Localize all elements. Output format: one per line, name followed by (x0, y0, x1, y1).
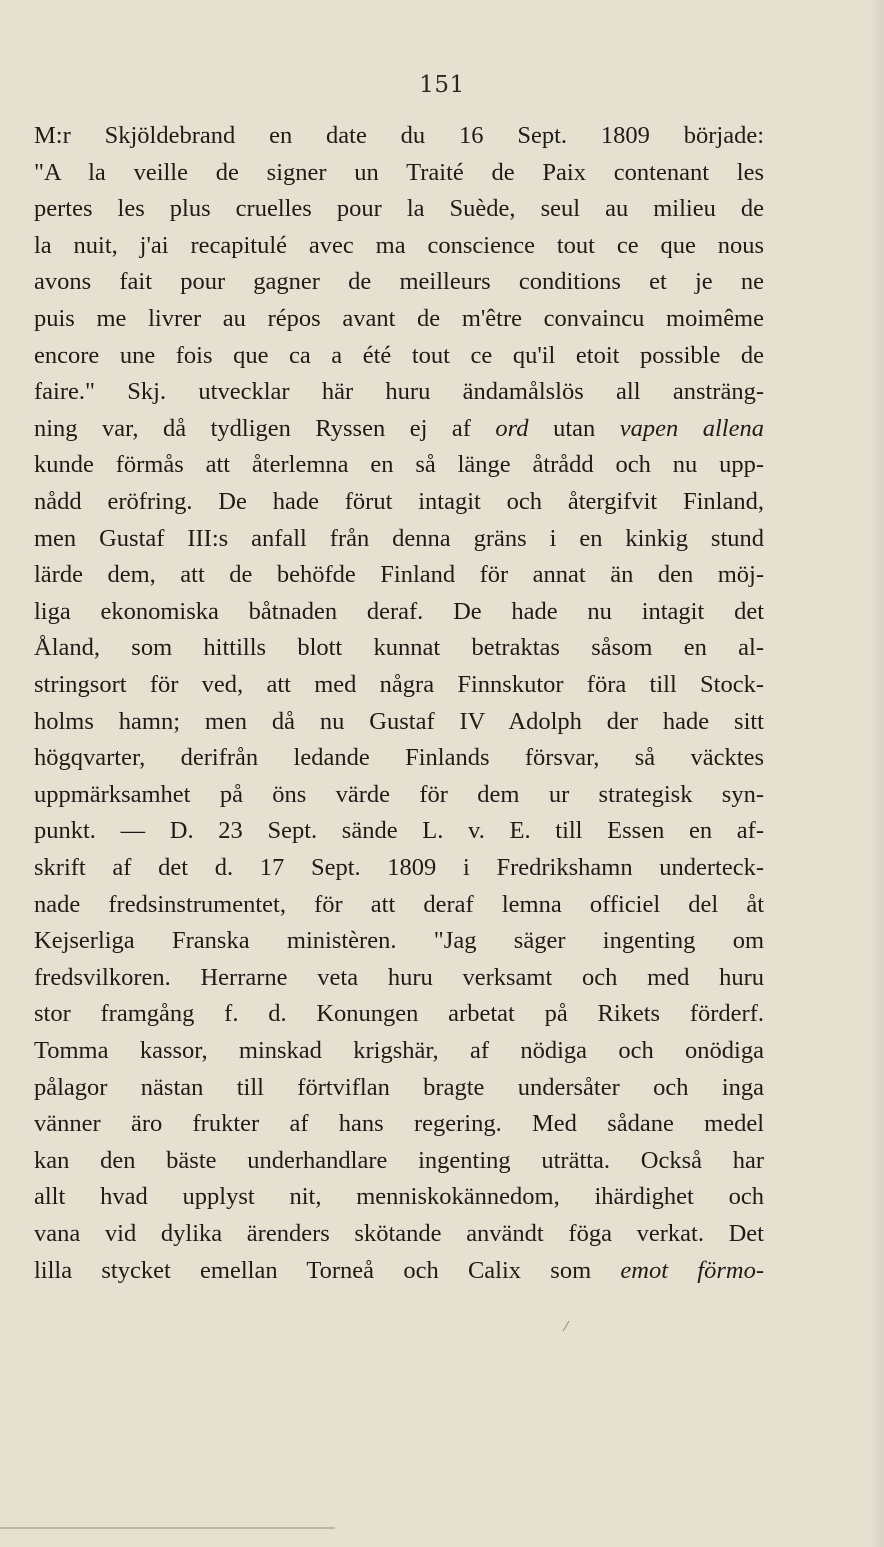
text-line: pertes les plus cruelles pour la Suède, seul au milieu de (34, 195, 764, 223)
text-line: men Gustaf III:s anfall från denna gräns i en kinkig stund (34, 524, 764, 552)
text-line: Åland, som hittills blott kunnat betraktas såsom en al- (34, 634, 764, 662)
text-line: holms hamn; men då nu Gustaf IV Adolph der hade sitt (34, 707, 764, 735)
text-line: liga ekonomiska båtnaden deraf. De hade nu intagit det (34, 597, 764, 625)
text-line: "A la veille de signer un Traité de Paix contenant les (34, 158, 764, 186)
text-line: puis me livrer au répos avant de m'être convaincu moimême (34, 305, 764, 332)
text-line: uppmärksamhet på öns värde för dem ur strategisk syn- (34, 780, 764, 808)
text-line: avons fait pour gagner de meilleurs conditions et je ne (34, 268, 764, 296)
stray-mark: ⁄ (565, 1320, 568, 1335)
bottom-rule (0, 1527, 335, 1529)
text-line: M:r Skjöldebrand en date du 16 Sept. 1809 började: (34, 122, 764, 149)
text-line: skrift af det d. 17 Sept. 1809 i Fredrikshamn underteck- (34, 854, 764, 881)
text-line: stor framgång f. d. Konungen arbetat på Rikets förderf. (34, 1000, 764, 1028)
text-run: ning var, då tydligen Ryssen ej af (34, 414, 496, 442)
text-line: fredsvilkoren. Herrarne veta huru verksamt och med huru (34, 963, 764, 991)
text-line: kan den bäste underhandlare ingenting uträtta. Också har (34, 1146, 764, 1174)
text-line: nade fredsinstrumentet, för att deraf lemna officiel del åt (34, 890, 764, 918)
text-line: vänner äro frukter af hans regering. Med sådane medel (34, 1110, 764, 1138)
italic-run: emot förmo- (620, 1256, 764, 1284)
text-line: allt hvad upplyst nit, menniskokännedom, ihärdighet och (34, 1183, 764, 1211)
text-line: la nuit, j'ai recapitulé avec ma conscience tout ce que nous (34, 231, 764, 259)
text-line: kunde förmås att återlemna en så länge åtrådd och nu upp- (34, 451, 764, 479)
text-run: lilla stycket emellan Torneå och Calix som (34, 1256, 621, 1284)
italic-run: vapen allena (619, 414, 764, 442)
italic-run: ord (495, 414, 529, 442)
text-line: faire." Skj. utvecklar här huru ändamålslös all ansträng- (34, 378, 764, 406)
text-run: utan (528, 414, 620, 442)
text-line (34, 1253, 764, 1289)
text-line: Kejserliga Franska ministèren. "Jag säger ingenting om (34, 927, 764, 955)
text-line: nådd eröfring. De hade förut intagit och återgifvit Finland, (34, 488, 764, 515)
page-edge-shadow (870, 0, 884, 1547)
text-line: punkt. — D. 23 Sept. sände L. v. E. till Essen en af- (34, 817, 764, 845)
page-number: 151 (419, 72, 465, 98)
text-line (34, 411, 764, 447)
text-line: Tomma kassor, minskad krigshär, af nödiga och onödiga (34, 1037, 764, 1064)
text-line: vana vid dylika ärenders skötande användt föga verkat. Det (34, 1220, 764, 1247)
text-line: lärde dem, att de behöfde Finland för annat än den möj- (34, 561, 764, 589)
text-line: stringsort för ved, att med några Finnskutor föra till Stock- (34, 671, 764, 698)
text-line: encore une fois que ca a été tout ce qu'il etoit possible de (34, 341, 764, 369)
text-line: pålagor nästan till förtviflan bragte undersåter och inga (34, 1073, 764, 1101)
text-line: högqvarter, derifrån ledande Finlands försvar, så väcktes (34, 744, 764, 772)
